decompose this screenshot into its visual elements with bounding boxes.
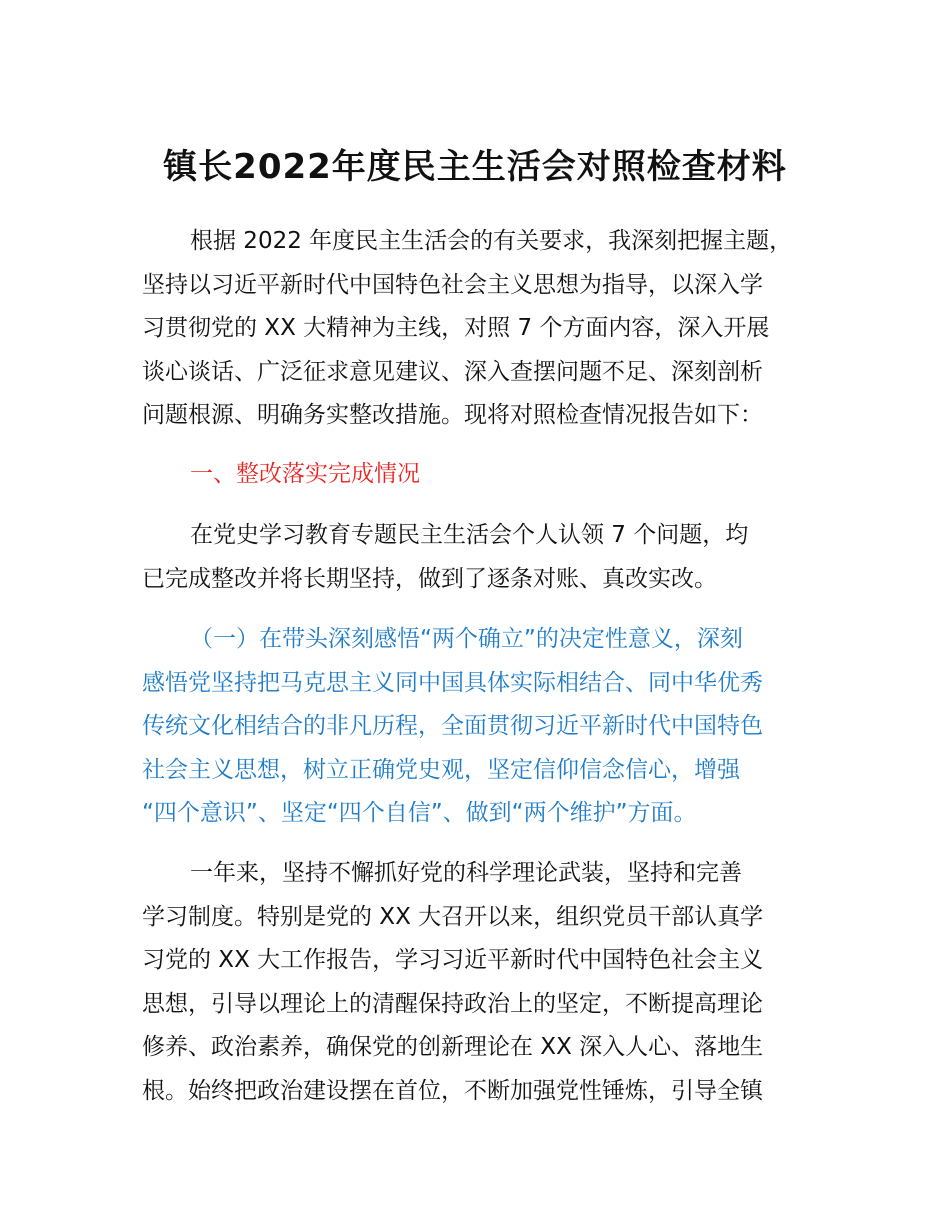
text-line: 感悟党坚持把马克思主义同中国具体实际相结合、同中华优秀 [142,669,763,696]
text-line: 根。始终把政治建设摆在首位，不断加强党性锤炼，引导全镇 [142,1077,763,1104]
text-line: “四个意识”、坚定“四个自信”、做到“两个维护”方面。 [142,800,697,826]
text-line: 坚持以习近平新时代中国特色社会主义思想为指导，以深入学 [142,271,763,298]
text-line: 已完成整改并将长期坚持，做到了逐条对账、真改实改。 [142,565,717,592]
text-line: 修养、政治素养，确保党的创新理论在 XX 深入人心、落地生 [142,1034,764,1060]
text-line: 问题根源、明确务实整改措施。现将对照检查情况报告如下： [142,402,763,428]
text-line: （一）在带头深刻感悟“两个确立”的决定性意义，深刻 [190,626,743,652]
subsection-heading [142,618,842,836]
document-title: 镇长2022年度民主生活会对照检查材料 [163,147,787,187]
text-line: 习党的 XX 大工作报告，学习习近平新时代中国特色社会主义 [142,947,764,973]
text-line: 根据 2022 年度民主生活会的有关要求，我深刻把握主题， [190,228,793,254]
text-line: 在党史学习教育专题民主生活会个人认领 7 个问题，均 [190,522,749,548]
text-line: 一年来，坚持不懈抓好党的科学理论武装，坚持和完善 [190,860,742,886]
intro-paragraph [142,220,842,438]
section-heading-text: 一、整改落实完成情况 [190,461,420,487]
text-line: 学习制度。特别是党的 XX 大召开以来，组织党员干部认真学 [142,903,764,930]
text-line: 传统文化相结合的非凡历程，全面贯彻习近平新时代中国特色 [142,713,763,739]
text-line: 社会主义思想，树立正确党史观，坚定信仰信念信心，增强 [142,756,740,783]
section-paragraph [142,514,842,601]
text-line: 谈心谈话、广泛征求意见建议、深入查摆问题不足、深刻剖析 [142,358,763,385]
section-heading [142,453,842,497]
text-line: 习贯彻党的 XX 大精神为主线，对照 7 个方面内容，深入开展 [142,315,770,341]
text-line: 思想，引导以理论上的清醒保持政治上的坚定，不断提高理论 [142,990,763,1017]
subsection-paragraph [142,852,842,1113]
